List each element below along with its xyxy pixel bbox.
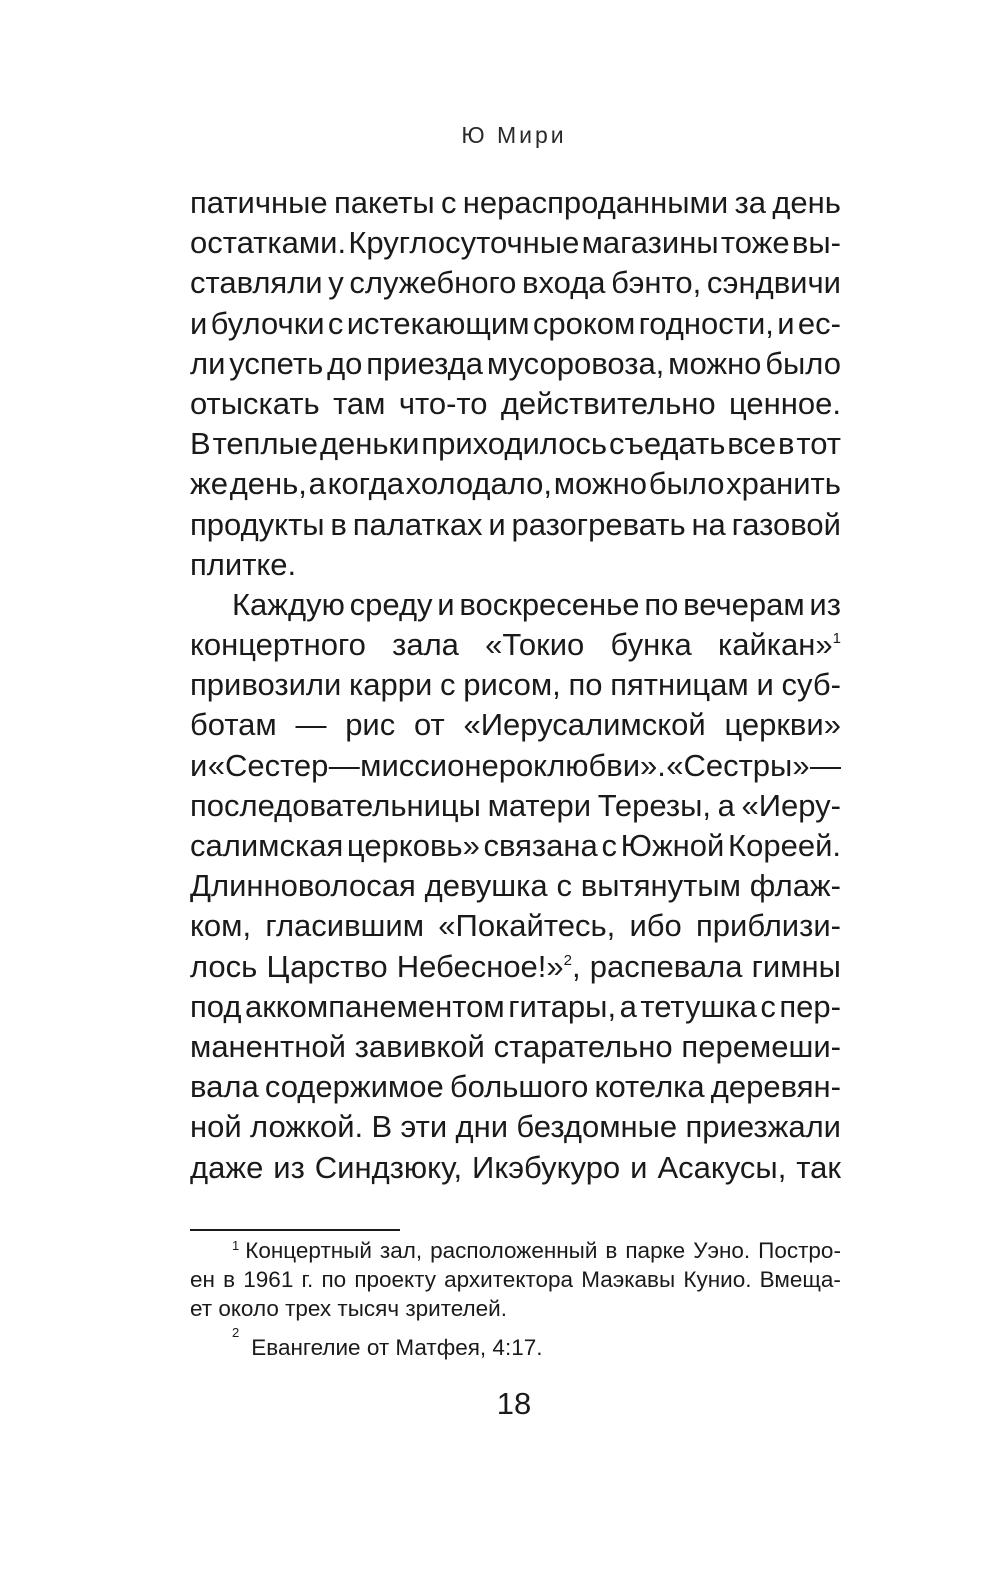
word: приблизи- bbox=[696, 908, 841, 944]
word: вы- bbox=[791, 225, 841, 261]
word: Царство bbox=[266, 948, 388, 984]
word: с bbox=[327, 305, 344, 341]
word: гитары, bbox=[508, 988, 617, 1024]
word: по bbox=[644, 586, 679, 622]
word: за bbox=[734, 185, 766, 220]
word: связана bbox=[483, 828, 598, 863]
word: перемеши- bbox=[681, 1028, 841, 1064]
p1-line bbox=[190, 263, 841, 303]
p1-line bbox=[190, 384, 841, 424]
word: гласившим bbox=[265, 908, 425, 944]
word: Каждую bbox=[232, 586, 345, 622]
word: салимская bbox=[190, 828, 344, 863]
word: когда bbox=[327, 466, 404, 502]
word: служебного bbox=[349, 265, 517, 301]
word: проекту bbox=[354, 1267, 436, 1292]
word: старательно bbox=[493, 1028, 673, 1064]
word: Небесное!» bbox=[396, 948, 564, 984]
word: ли bbox=[190, 345, 226, 381]
word: ложкой. bbox=[250, 1109, 364, 1145]
p2-line bbox=[190, 1148, 841, 1188]
word: архитектора bbox=[444, 1267, 574, 1292]
word: с bbox=[556, 868, 572, 904]
word: «Сестры» bbox=[666, 747, 810, 783]
word: зал, bbox=[379, 1238, 423, 1263]
word-with-footnote bbox=[718, 625, 841, 665]
word: бэнто, bbox=[611, 265, 702, 301]
word: лось bbox=[190, 948, 258, 984]
word: бунка bbox=[610, 627, 692, 663]
footnote-1-line: ет около трех тысяч зрителей. bbox=[190, 1296, 507, 1321]
word: годности, bbox=[638, 305, 774, 341]
p2-line-fn2 bbox=[190, 947, 841, 987]
word: котелка bbox=[594, 1069, 705, 1105]
word: вытянутым bbox=[580, 868, 741, 904]
word: день bbox=[772, 185, 841, 220]
page-number: 18 bbox=[496, 1386, 532, 1421]
word: любви». bbox=[547, 747, 666, 783]
word: последовательницы bbox=[190, 787, 481, 823]
word: магазины bbox=[581, 225, 719, 261]
p1-line bbox=[190, 304, 841, 344]
word: вечерам bbox=[683, 586, 805, 622]
word: Кореей. bbox=[728, 828, 841, 863]
footnote-mark: 1 bbox=[232, 1238, 240, 1253]
word: тот bbox=[796, 426, 841, 462]
footnote-1-line bbox=[190, 1236, 841, 1265]
word: сроком bbox=[532, 305, 636, 341]
word: по bbox=[321, 1267, 347, 1292]
word: Асакусы, bbox=[657, 1149, 787, 1185]
word: на bbox=[691, 506, 726, 542]
footnote-1-line bbox=[190, 1265, 841, 1294]
word: деревян- bbox=[710, 1069, 841, 1105]
p1-line bbox=[190, 424, 841, 464]
word: рис bbox=[345, 707, 396, 743]
word: «Сестер bbox=[207, 747, 329, 783]
word: мусоровоза, bbox=[486, 345, 665, 381]
word: что-то bbox=[398, 385, 488, 421]
word: сэндвичи bbox=[706, 265, 841, 301]
footnote-mark: 2 bbox=[232, 1325, 240, 1340]
word: там bbox=[333, 385, 386, 421]
word: аккомпанементом bbox=[244, 988, 505, 1024]
footnote-rule bbox=[190, 1229, 400, 1231]
word: Маэкавы bbox=[581, 1267, 676, 1292]
word: отыскать bbox=[190, 385, 320, 421]
p2-line bbox=[190, 1027, 841, 1067]
word: даже bbox=[190, 1149, 264, 1185]
p1-line bbox=[190, 223, 841, 263]
word: а bbox=[308, 466, 326, 502]
word: и bbox=[756, 667, 774, 703]
word: все bbox=[727, 426, 777, 462]
word: ботам bbox=[190, 707, 277, 743]
word: большого bbox=[449, 1069, 589, 1105]
word: пятницам bbox=[610, 667, 749, 703]
word: расположенный bbox=[430, 1238, 598, 1263]
footnote-ref-1[interactable]: 1 bbox=[832, 630, 841, 648]
word: в bbox=[223, 1267, 236, 1292]
p2-line bbox=[190, 866, 841, 906]
word: г. bbox=[301, 1267, 314, 1292]
word: дни bbox=[455, 1109, 509, 1145]
word: Терезы, bbox=[597, 787, 712, 823]
word: с bbox=[440, 185, 457, 220]
word: с bbox=[440, 667, 456, 703]
word: можно bbox=[553, 466, 648, 502]
word: тоже bbox=[720, 225, 790, 261]
word: пакеты bbox=[333, 185, 435, 220]
word: палатках bbox=[352, 506, 483, 542]
word: 1961 bbox=[243, 1267, 294, 1292]
word: — bbox=[328, 747, 360, 783]
word: ценное. bbox=[729, 385, 841, 421]
p2-line bbox=[190, 906, 841, 946]
footnotes bbox=[190, 1236, 841, 1362]
word: ставляли bbox=[190, 265, 323, 301]
word: Южной bbox=[620, 828, 725, 863]
word: патичные bbox=[190, 185, 328, 220]
p1-line bbox=[190, 464, 841, 504]
word: девушка bbox=[424, 868, 548, 904]
word: флаж- bbox=[749, 868, 841, 904]
word: до bbox=[327, 345, 363, 381]
word: ной bbox=[190, 1109, 242, 1145]
word: приезда bbox=[366, 345, 483, 381]
word: манентной bbox=[190, 1028, 346, 1064]
word: среду bbox=[349, 586, 433, 622]
word: кайкан» bbox=[717, 627, 833, 663]
word: можно bbox=[668, 345, 762, 381]
word: в bbox=[778, 426, 795, 462]
p1-line bbox=[190, 344, 841, 384]
word: и bbox=[630, 1149, 648, 1185]
word: было bbox=[765, 345, 841, 381]
p2-line bbox=[190, 665, 841, 705]
word: теплые bbox=[212, 426, 319, 462]
footnote-ref-2[interactable]: 2 bbox=[563, 951, 572, 969]
word: суб- bbox=[781, 667, 841, 703]
word: концертного bbox=[190, 627, 366, 663]
word: матери bbox=[487, 787, 592, 823]
word: было bbox=[648, 466, 725, 502]
word: зала bbox=[392, 627, 459, 663]
word: ком, bbox=[190, 908, 252, 944]
word: и bbox=[488, 506, 506, 542]
word: рисом, bbox=[463, 667, 561, 703]
word: «Иерусалимской bbox=[463, 707, 706, 743]
word: Кунио. bbox=[683, 1267, 752, 1292]
p1-line bbox=[190, 183, 841, 223]
word: Икэбукуро bbox=[472, 1149, 621, 1185]
word: истекающим bbox=[346, 305, 530, 341]
word: В bbox=[190, 426, 211, 462]
word: так bbox=[796, 1149, 841, 1185]
word: вала bbox=[190, 1069, 259, 1105]
word-with-footnote bbox=[397, 947, 581, 987]
word: «Покайтесь, bbox=[438, 908, 616, 944]
word: тетушка bbox=[640, 988, 757, 1024]
p2-first-line bbox=[190, 585, 841, 625]
p2-line bbox=[190, 826, 841, 866]
word: «Токио bbox=[485, 627, 585, 663]
word: и bbox=[190, 305, 208, 341]
word: в bbox=[605, 1238, 618, 1263]
word: «Иеру- bbox=[741, 787, 841, 823]
word: церковь» bbox=[346, 828, 480, 863]
p2-line bbox=[190, 1067, 841, 1107]
word: успеть bbox=[229, 345, 324, 381]
footnote-2 bbox=[190, 1325, 841, 1362]
body-text bbox=[190, 183, 841, 1188]
word: распевала bbox=[589, 948, 743, 984]
word: — bbox=[295, 707, 327, 743]
word: из bbox=[809, 586, 841, 622]
word: газовой bbox=[731, 506, 841, 542]
word: и bbox=[190, 747, 208, 783]
word: завивкой bbox=[354, 1028, 485, 1064]
word: приходилось bbox=[421, 426, 608, 462]
p1-last-line: плитке. bbox=[190, 546, 297, 582]
p2-line bbox=[190, 746, 841, 786]
word: с bbox=[760, 988, 776, 1024]
word: Длинноволосая bbox=[190, 868, 416, 904]
p2-line bbox=[190, 987, 841, 1027]
word: миссионерок bbox=[360, 747, 547, 783]
word: а bbox=[619, 988, 637, 1024]
word: привозили bbox=[190, 667, 342, 703]
word: и bbox=[777, 305, 795, 341]
word: эти bbox=[400, 1109, 448, 1145]
footnote-lead bbox=[232, 1236, 372, 1265]
word: ибо bbox=[629, 908, 682, 944]
word: карри bbox=[349, 667, 433, 703]
word: действительно bbox=[500, 385, 716, 421]
word: с bbox=[601, 828, 617, 863]
word: церкви» bbox=[724, 707, 841, 743]
word: В bbox=[371, 1109, 393, 1145]
word: воскресенье bbox=[459, 586, 640, 622]
word: Синдзюку, bbox=[314, 1149, 463, 1185]
word: ен bbox=[190, 1267, 215, 1292]
word: хранить bbox=[726, 466, 841, 502]
word: день, bbox=[229, 466, 307, 502]
word: из bbox=[273, 1149, 305, 1185]
p2-line bbox=[190, 705, 841, 745]
word: а bbox=[717, 787, 735, 823]
word: Вмеща- bbox=[759, 1267, 841, 1292]
word: парке bbox=[625, 1238, 686, 1263]
word: под bbox=[190, 988, 242, 1024]
word: в bbox=[330, 506, 347, 542]
word: Круглосуточные bbox=[348, 225, 580, 261]
p2-line bbox=[190, 786, 841, 826]
word: же bbox=[190, 466, 228, 502]
word: нераспроданными bbox=[462, 185, 729, 220]
word: от bbox=[413, 707, 445, 743]
word: разогревать bbox=[511, 506, 686, 542]
word: по bbox=[568, 667, 603, 703]
word: остатками. bbox=[190, 225, 347, 261]
word: Концертный bbox=[245, 1238, 372, 1263]
word: Постро- bbox=[758, 1238, 841, 1263]
word: продукты bbox=[190, 506, 325, 542]
p2-line bbox=[190, 1107, 841, 1147]
word: содержимое bbox=[264, 1069, 444, 1105]
word: булочки bbox=[210, 305, 325, 341]
footnote-text: Евангелие от Матфея, 4:17. bbox=[251, 1335, 543, 1360]
word: ес- bbox=[797, 305, 841, 341]
word: — bbox=[809, 747, 841, 783]
punctuation: , bbox=[572, 948, 581, 984]
running-head: Ю Мири bbox=[461, 122, 567, 148]
word: пер- bbox=[779, 988, 841, 1024]
word: гимны bbox=[751, 948, 841, 984]
footnote-gap bbox=[190, 1323, 841, 1333]
word: деньки bbox=[319, 426, 420, 462]
word: бездомные bbox=[516, 1109, 678, 1145]
word: входа bbox=[522, 265, 606, 301]
word: и bbox=[437, 586, 455, 622]
p1-line bbox=[190, 505, 841, 545]
p2-line-fn1 bbox=[190, 625, 841, 665]
word: у bbox=[328, 265, 344, 301]
word: Уэно. bbox=[693, 1238, 751, 1263]
word: холодало, bbox=[405, 466, 552, 502]
word: съедать bbox=[608, 426, 726, 462]
word: приезжали bbox=[685, 1109, 841, 1145]
